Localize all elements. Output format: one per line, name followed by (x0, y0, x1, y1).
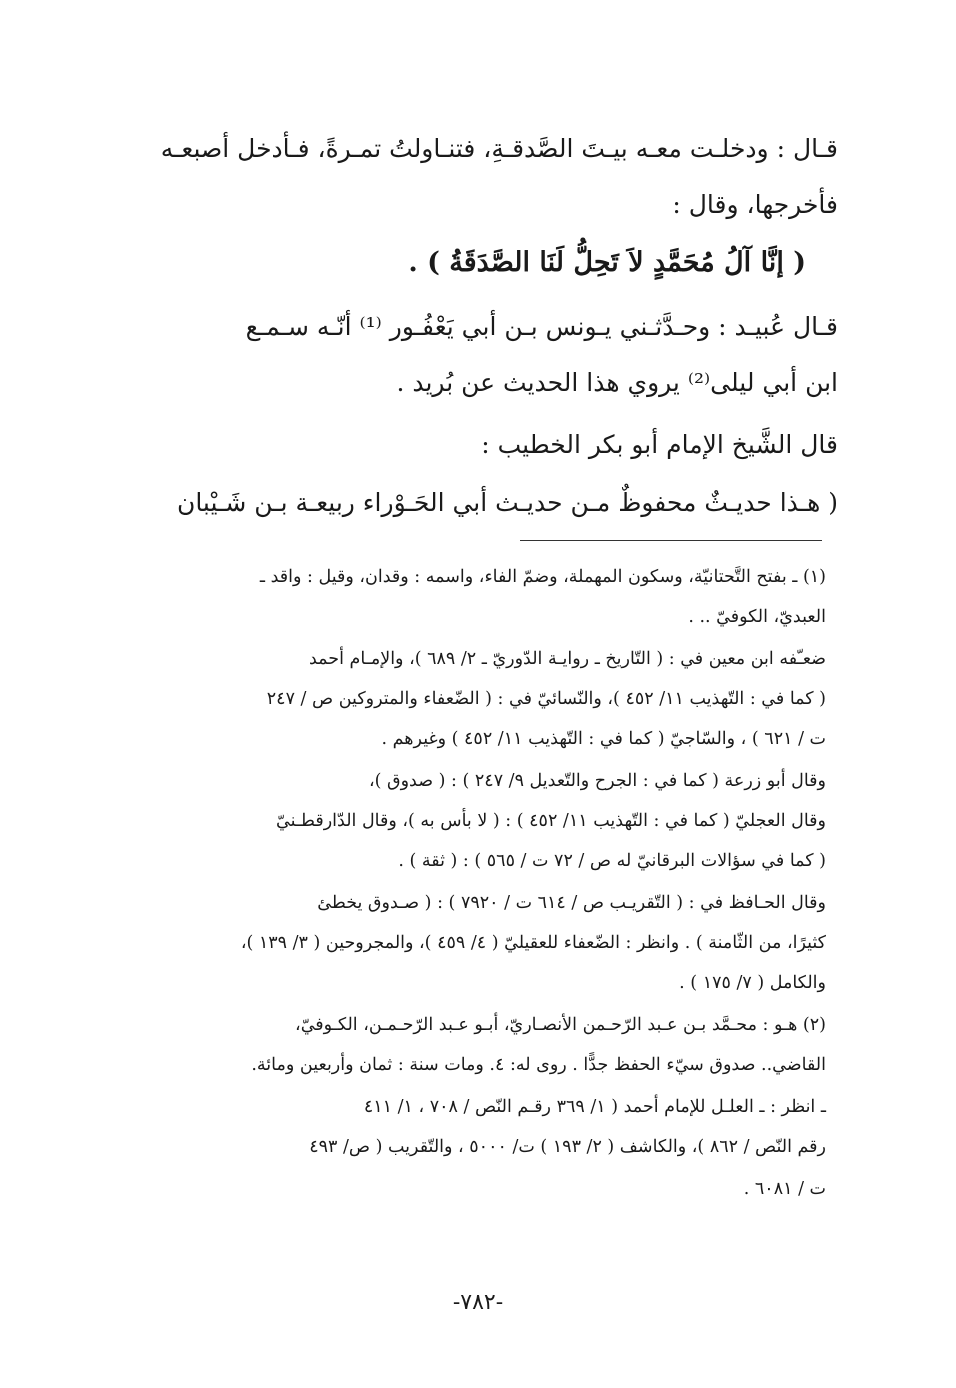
hadith-quote: ( إنَّا آلُ مُحَمَّدٍ لاَ تَحِلُّ لَنَا الصَّدَقَةُ ) . (408, 247, 806, 278)
footnote-line: وقال العجليّ ( كما في : التّهذيب ١١/ ٤٥٢ ) : ( لا بأس به )، وقال الدّارقطـنيّ (275, 811, 826, 831)
main-text-line: ( هـذا حديـثٌ محفوظٌ مـن حديـث أبي الحَـوْراء ربيعـة بـن شَـيْبان (176, 488, 838, 517)
footnote-line: والكامل ( ٧/ ١٧٥ ) . (679, 973, 826, 993)
main-text-line: قال الشَّيخ الإمام أبو بكر الخطيب : (481, 430, 838, 459)
main-text-line: قـال : ودخلـت معـه بيـتَ الصَّدقـةِ، فتنـاولتُ تمـرةً، فـأدخل أصبعـه (160, 134, 838, 163)
footnote-line: ( كما في سؤالات البرقانيّ له ص / ٧٢ ت / ٥٦٥ ) : ( ثقة ) . (398, 851, 826, 871)
footnote-line: القاضي.. صدوق سيّء الحفظ جدًّا . روى له: ٤. ومات سنة : ثمان وأربعين ومائة. (251, 1055, 826, 1075)
page-number: -٧٨٢- (452, 1290, 504, 1315)
footnote-separator (520, 540, 822, 541)
footnote-line: العبديّ، الكوفيّ .. . (688, 607, 826, 627)
footnote-line: رقم النّص / ٨٦٢ )، والكاشف ( ٢/ ١٩٣ ) ت/ ٥٠٠٠ ، والتّقريب ( ص/ ٤٩٣ (309, 1137, 826, 1157)
footnote-line: ـ انظر : ـ العلـل للإمام أحمد ( ١/ ٣٦٩ رقـم النّص / ٧٠٨ ، ١/ ٤١١ (363, 1097, 826, 1117)
footnote-line: ( كما في : التّهذيب ١١/ ٤٥٢ )، والنّسائيّ في : ( الضّعفاء والمتروكين ص / ٢٤٧ (266, 689, 826, 709)
footnote-line: وقال أبو زرعة ( كما في : الجرح والتّعديل ٩/ ٢٤٧ ) : ( صدوق )، (368, 771, 826, 791)
footnote-line: كثيرًا، من الثّامنة ) . وانظر : الضّعفاء للعقيليّ ( ٤/ ٤٥٩ )، والمجروحين ( ٣/ ١٣٩ )، (240, 933, 826, 953)
footnote-line: وقال الحـافظ في : ( التّقريـب ص / ٦١٤ ت / ٧٩٢٠ ) : ( صـدوق يخطئ (317, 893, 826, 913)
main-text-line: فأخرجها، وقال : (672, 190, 838, 219)
footnote-line: (١) ـ بفتح التَّحتانيّة، وسكون المهملة، وضمّ الفاء، واسمه : وقدان، وقيل : واقد ـ (259, 567, 826, 587)
footnote-line: (٢) هـو : محـمَّد بـن عـبد الرّحـمن الأنصـاريّ، أبـو عـبد الرّحـمـن، الكـوفيّ، (295, 1015, 826, 1035)
footnote-line: ضعـّفه ابن معين في : ( التّاريخ ـ روايـة الدّوريّ ـ ٢/ ٦٨٩ )، والإمـام أحمد (309, 649, 826, 669)
footnote-line: ت / ٦٢١ ) ، والسّاجيّ ( كما في : التّهذيب ١١/ ٤٥٢ ) وغيرهم . (381, 729, 826, 749)
footnote-line: ت / ٦٠٨١ . (743, 1179, 826, 1199)
main-text-line: ابن أبي ليلى⁽²⁾ يروي هذا الحديث عن بُريد . (396, 368, 838, 397)
main-text-line: قـال عُبيـد : وحـدَّثـني يـونس بـن أبي يَعْفُـور ⁽¹⁾ أنّـه سـمـع (245, 312, 838, 341)
